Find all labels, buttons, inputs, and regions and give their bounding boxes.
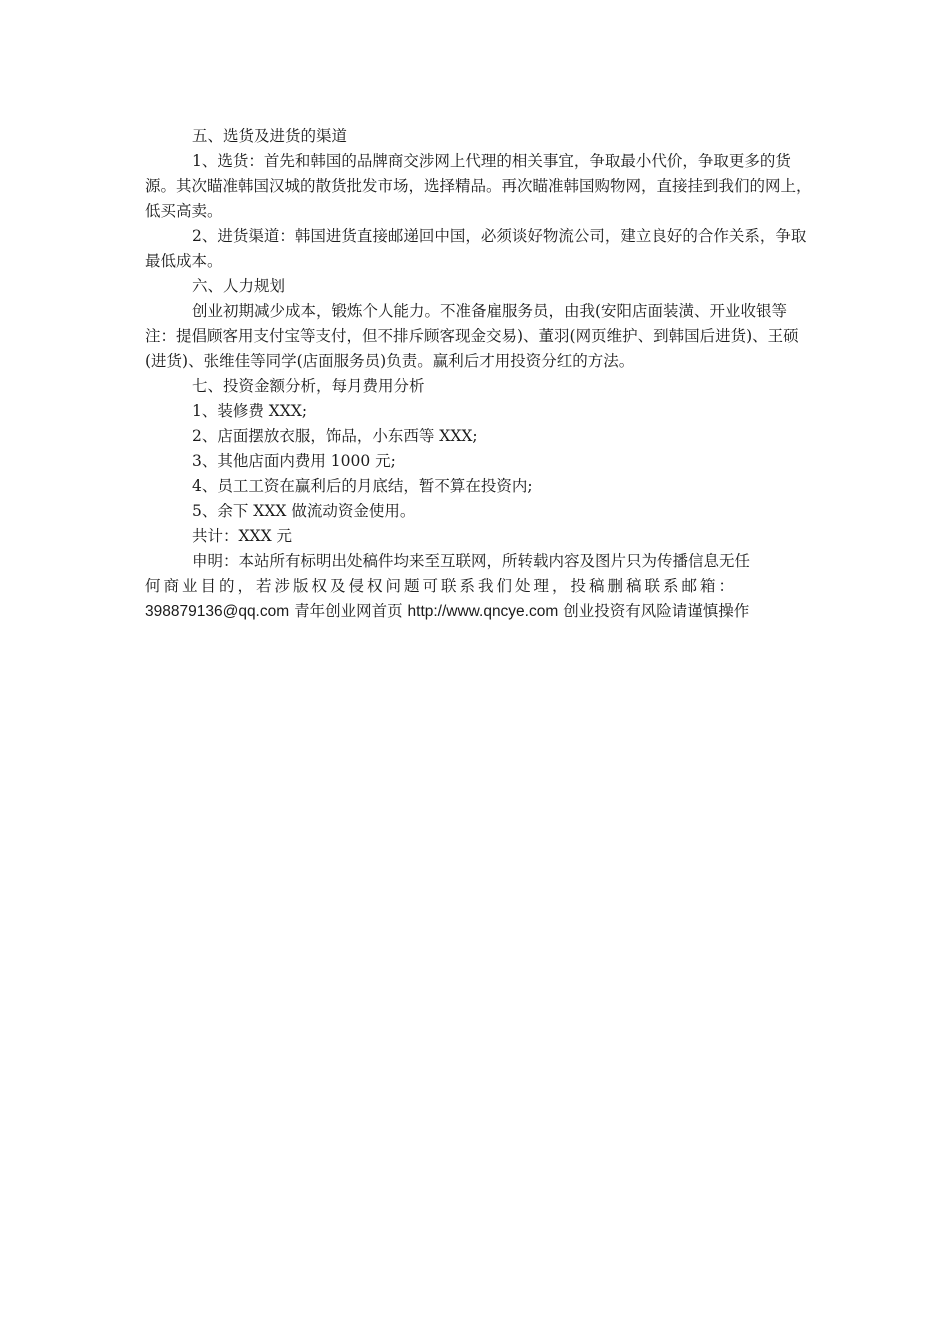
list-item-working-capital: 5、余下 XXX 做流动资金使用。: [192, 502, 416, 520]
list-item-staff-wages: 4、员工工资在赢利后的月底结，暂不算在投资内;: [192, 477, 533, 495]
site-home-label: 青年创业网首页: [289, 602, 408, 620]
disclaimer-line-3: [145, 599, 813, 624]
section-heading-5: 五、选货及进货的渠道: [192, 127, 348, 145]
disclaimer: [145, 549, 813, 624]
contact-email[interactable]: 398879136@qq.com: [145, 603, 290, 620]
paragraph-staffing: 创业初期减少成本，锻炼个人能力。不准备雇服务员，由我(安阳店面装潢、开业收银等注：提倡顾客用支付宝等支付，但不排斥顾客现金交易)、董羽(网页维护、到韩国后进货)、王硕(进货)、张维佳等同学(店面服务员)负责。赢利后才用投资分红的方法。: [145, 302, 799, 370]
paragraph-product-selection: 1、选货：首先和韩国的品牌商交涉网上代理的相关事宜，争取最小代价，争取更多的货源。其次瞄准韩国汉城的散货批发市场，选择精品。再次瞄准韩国购物网，直接挂到我们的网上，低买高卖。: [145, 152, 812, 220]
disclaimer-line-1: 申明：本站所有标明出处稿件均来至互联网，所转载内容及图片只为传播信息无任: [192, 552, 751, 570]
document-body: [145, 124, 813, 624]
list-item-display-goods-cost: 2、店面摆放衣服，饰品，小东西等 XXX;: [192, 427, 478, 445]
risk-warning: 创业投资有风险请谨慎操作: [558, 602, 750, 620]
paragraph-purchase-channel: 2、进货渠道：韩国进货直接邮递回中国，必须谈好物流公司，建立良好的合作关系，争取最低成本。: [145, 227, 807, 270]
disclaimer-line-2: 何商业目的，若涉版权及侵权问题可联系我们处理，投稿删稿联系邮箱：: [145, 577, 738, 595]
list-item-decoration-cost: 1、装修费 XXX;: [192, 402, 308, 420]
paragraph-total: 共计：XXX 元: [192, 527, 293, 545]
list-item-other-store-cost: 3、其他店面内费用 1000 元;: [192, 452, 396, 470]
section-heading-6: 六、人力规划: [192, 277, 286, 295]
section-heading-7: 七、投资金额分析，每月费用分析: [192, 377, 425, 395]
site-url-link[interactable]: http://www.qncye.com: [407, 603, 559, 620]
